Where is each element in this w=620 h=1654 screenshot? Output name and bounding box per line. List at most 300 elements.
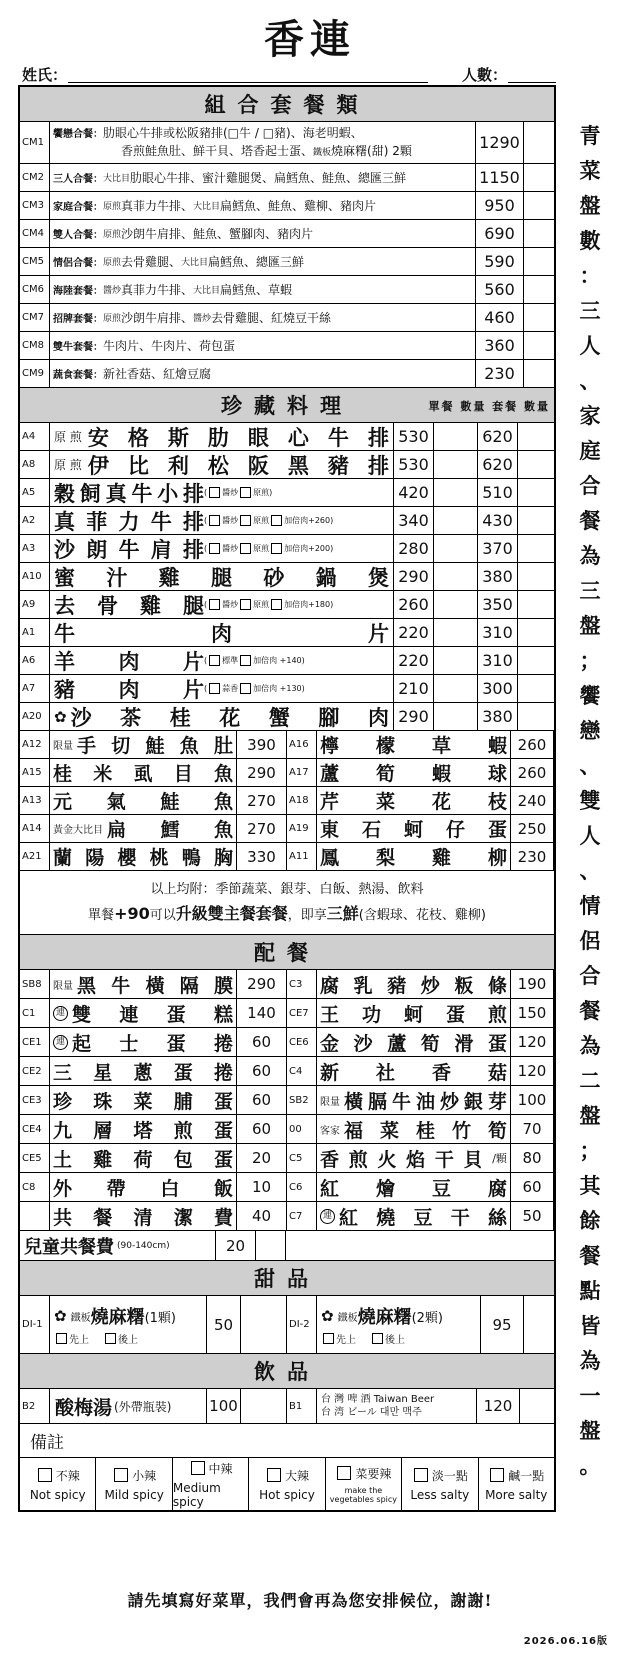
combo-tag: 招牌套餐： <box>53 314 103 325</box>
item-price: 560 <box>476 276 524 303</box>
dish-char: 目 <box>173 763 193 785</box>
dish-char: 蛋 <box>213 1090 233 1113</box>
checkbox[interactable] <box>271 515 282 526</box>
dish-char: 煲 <box>367 564 389 590</box>
set-qty[interactable] <box>518 703 554 730</box>
dish-char: 元 <box>53 791 73 813</box>
dish-title <box>107 815 233 842</box>
option-label: 蒜香 <box>222 684 239 693</box>
set-qty[interactable] <box>518 647 554 674</box>
dish-char: 排 <box>367 452 389 478</box>
quantity-cell[interactable] <box>524 360 554 387</box>
checkbox[interactable] <box>209 683 220 694</box>
dish-char: 腿 <box>210 564 232 590</box>
option-label: 原煎 <box>253 516 270 525</box>
dish-title <box>53 1087 233 1114</box>
set-qty[interactable] <box>518 535 554 562</box>
combo-row <box>20 304 554 332</box>
sides-row <box>20 1173 554 1202</box>
dish-char: 膈 <box>367 1090 387 1113</box>
quantity-cell[interactable] <box>524 304 554 331</box>
option-label: 原煎 <box>253 600 270 609</box>
dish-title <box>71 703 393 730</box>
vertical-char: 、 <box>579 753 601 778</box>
dish-char: 桂 <box>53 763 73 785</box>
dish-name <box>317 1144 511 1172</box>
sides-row <box>20 1115 554 1144</box>
dish-name <box>317 731 511 758</box>
quantity-cell[interactable] <box>524 220 554 247</box>
dish-char: 星 <box>93 1061 113 1084</box>
set-qty[interactable] <box>518 507 554 534</box>
menu-cell <box>20 1057 287 1085</box>
dish-char: 蛋 <box>445 1003 465 1026</box>
item-code: C6 <box>287 1173 317 1201</box>
dish-char: 雞 <box>93 1148 113 1171</box>
dish-char: 豆 <box>431 1177 451 1200</box>
cuisine-pair-list <box>20 731 554 871</box>
cuisine-pair-row <box>20 731 554 759</box>
dish-char: 竹 <box>451 1119 471 1142</box>
set-qty[interactable] <box>518 675 554 702</box>
single-qty[interactable] <box>434 675 478 702</box>
single-price: 210 <box>394 675 434 702</box>
item-code: A12 <box>20 731 50 758</box>
dish-options: ( 醬炒 原煎 ) <box>204 488 273 497</box>
item-code: CM2 <box>20 164 50 191</box>
menu-cell <box>287 731 554 758</box>
beer-qty[interactable] <box>520 1389 554 1423</box>
single-qty[interactable] <box>434 591 478 618</box>
item-code: CM7 <box>20 304 50 331</box>
dish-char: 虱 <box>133 763 153 785</box>
checkbox[interactable] <box>209 543 220 554</box>
item-price: 590 <box>476 248 524 275</box>
item-price: 60 <box>237 1086 287 1114</box>
single-qty[interactable] <box>434 703 478 730</box>
note-three: 三鮮 <box>326 903 359 923</box>
dish-char: 蚵 <box>403 819 423 841</box>
checkbox[interactable] <box>337 1466 351 1480</box>
item-price: 690 <box>476 220 524 247</box>
quantity-cell[interactable] <box>524 164 554 191</box>
checkbox[interactable] <box>271 543 282 554</box>
vertical-char: 家 <box>579 403 601 428</box>
checkbox[interactable] <box>209 655 220 666</box>
dish-char: 眼 <box>247 424 269 450</box>
quantity-cell[interactable] <box>524 332 554 359</box>
vertical-char: 饗 <box>579 683 601 708</box>
quantity-cell[interactable] <box>524 276 554 303</box>
people-label: 人數： <box>462 66 508 84</box>
checkbox[interactable] <box>240 515 251 526</box>
dish-char: 魚 <box>213 819 233 841</box>
menu-cell <box>20 999 287 1027</box>
spice-zh <box>412 1467 468 1484</box>
kids-fee-name <box>20 1231 216 1260</box>
cuisine-row <box>20 591 554 619</box>
combo-small: 鐵板 <box>313 147 332 158</box>
checkbox[interactable] <box>240 655 251 666</box>
dish-name <box>50 970 237 998</box>
dish-char: 桃 <box>149 847 169 869</box>
unit-label: /顆 <box>492 1152 507 1165</box>
item-price: 150 <box>511 999 554 1027</box>
dish-char: 蝦 <box>487 735 507 757</box>
combo-row <box>20 248 554 276</box>
item-price: 260 <box>511 731 554 758</box>
dish-char: 飯 <box>213 1177 233 1200</box>
item-price: 140 <box>237 999 287 1027</box>
drink-qty[interactable] <box>241 1389 287 1423</box>
option-label: 標準 <box>222 656 239 665</box>
item-price: 360 <box>476 332 524 359</box>
spice-options <box>20 1458 554 1510</box>
dish-char: 檸 <box>320 735 340 757</box>
menu-cell <box>287 1202 554 1230</box>
menu-cell <box>287 999 554 1027</box>
checkbox[interactable] <box>191 1461 205 1475</box>
checkbox[interactable] <box>240 599 251 610</box>
quantity-cell[interactable] <box>524 1296 554 1353</box>
spice-option[interactable] <box>249 1458 325 1510</box>
checkbox[interactable] <box>240 487 251 498</box>
item-code: CE6 <box>287 1028 317 1056</box>
dish-char: 蛋 <box>213 1148 233 1171</box>
name-field[interactable] <box>68 82 428 83</box>
dish-name <box>317 815 511 842</box>
item-code: CM3 <box>20 192 50 219</box>
dish-title <box>320 971 507 998</box>
set-qty[interactable] <box>518 619 554 646</box>
combo-tag: 三人合餐： <box>53 174 103 185</box>
dish-options: ( 醬炒 原煎 加倍肉+200 ) <box>204 544 334 553</box>
checkbox[interactable] <box>414 1468 428 1482</box>
dish-char: 油 <box>415 1090 435 1113</box>
single-price: 290 <box>394 563 434 590</box>
dish-title <box>88 451 393 478</box>
checkbox[interactable] <box>38 1468 52 1482</box>
dish-char: 雞 <box>158 564 180 590</box>
item-code: A3 <box>20 535 50 562</box>
dish-title <box>54 591 204 618</box>
dessert-line-2 <box>54 1331 138 1346</box>
dish-prefix <box>320 1093 344 1108</box>
drink-name-cell <box>50 1389 207 1423</box>
item-price: 240 <box>511 787 554 814</box>
kids-fee-row <box>20 1231 554 1261</box>
dish-char: 鴨 <box>181 847 201 869</box>
note-single: 單餐 <box>88 907 115 923</box>
item-code <box>20 1202 50 1230</box>
set-price: 380 <box>478 563 518 590</box>
quantity-cell[interactable] <box>524 122 554 163</box>
checkbox[interactable] <box>240 543 251 554</box>
name-label: 姓氏： <box>22 66 68 84</box>
dish-prefix <box>53 1035 72 1050</box>
dish-char: 士 <box>119 1032 139 1055</box>
item-price: 290 <box>237 759 287 786</box>
spice-zh-label: 小辣 <box>132 1468 157 1483</box>
single-qty[interactable] <box>434 507 478 534</box>
spice-zh <box>189 1460 233 1477</box>
combo-tag: 情侶合餐： <box>53 258 103 269</box>
quantity-cell[interactable] <box>241 1296 287 1353</box>
dish-char: 花 <box>219 704 241 730</box>
combo-name <box>50 332 476 359</box>
checkbox[interactable] <box>114 1468 128 1482</box>
dish-char: 腐 <box>487 1177 507 1200</box>
drinks-row <box>20 1389 554 1424</box>
dish-char: 蘆 <box>387 1032 407 1055</box>
vertical-char: 戀 <box>579 718 601 743</box>
set-qty[interactable] <box>518 563 554 590</box>
item-code: A1 <box>20 619 50 646</box>
dish-char: 煎 <box>173 1119 193 1142</box>
vertical-char: 庭 <box>579 438 601 463</box>
item-code: A14 <box>20 815 50 842</box>
item-code: DI-2 <box>287 1296 317 1353</box>
spice-option[interactable] <box>173 1458 249 1510</box>
dish-name <box>50 619 394 646</box>
dish-name <box>50 999 237 1027</box>
cuisine-pair-row <box>20 759 554 787</box>
combo-name <box>50 360 476 387</box>
dessert-line-2 <box>321 1331 405 1346</box>
dish-char: 橫 <box>145 974 165 997</box>
single-qty[interactable] <box>434 619 478 646</box>
sides-row <box>20 1086 554 1115</box>
combo-text: 扁鱈魚、草蝦 <box>220 283 293 297</box>
option-label: 醬炒 <box>222 600 239 609</box>
dish-char: 豬 <box>387 974 407 997</box>
dish-title <box>72 1029 233 1056</box>
menu-cell <box>20 970 287 998</box>
menu-cell <box>20 843 287 870</box>
beer-name-line-2: 台 湾 ビール 대만 맥주 <box>321 1407 422 1418</box>
cuisine-row <box>20 535 554 563</box>
item-price: 1150 <box>476 164 524 191</box>
item-code: A5 <box>20 479 50 506</box>
menu-cell <box>20 1173 287 1201</box>
item-price: 70 <box>511 1115 554 1143</box>
dish-title <box>54 535 204 562</box>
checkbox[interactable] <box>490 1468 504 1482</box>
combo-row <box>20 220 554 248</box>
dish-name <box>50 815 237 842</box>
vertical-char: ； <box>579 648 601 673</box>
dish-char: 芹 <box>320 791 340 813</box>
item-code: A13 <box>20 787 50 814</box>
item-code: CE4 <box>20 1115 50 1143</box>
menu-cell <box>287 843 554 870</box>
checkbox[interactable] <box>372 1333 383 1344</box>
checkbox[interactable] <box>323 1333 334 1344</box>
dish-name <box>50 1202 237 1230</box>
quantity-cell[interactable] <box>524 192 554 219</box>
single-qty[interactable] <box>434 563 478 590</box>
dish-name <box>50 1173 237 1201</box>
item-code: CE1 <box>20 1028 50 1056</box>
spice-option[interactable] <box>96 1458 172 1510</box>
dish-char: 東 <box>320 819 340 841</box>
dish-char: 牛 <box>111 974 131 997</box>
combo-small: 大比目 <box>181 258 209 268</box>
dish-char: 排 <box>183 508 204 534</box>
dish-char: 氣 <box>106 791 126 813</box>
spice-option[interactable] <box>402 1458 478 1510</box>
spice-en-label: More salty <box>485 1487 548 1502</box>
dish-char: 魚 <box>179 735 199 757</box>
dish-char: 王 <box>320 1003 340 1026</box>
single-qty[interactable] <box>434 423 478 450</box>
item-code: A9 <box>20 591 50 618</box>
dessert-qty: (1顆) <box>144 1310 176 1326</box>
vertical-char: 。 <box>579 1453 601 1478</box>
item-price: 80 <box>511 1144 554 1172</box>
spice-zh <box>488 1467 544 1484</box>
dish-char: 條 <box>487 974 507 997</box>
dish-char: 蔥 <box>133 1061 153 1084</box>
dish-name <box>50 647 394 674</box>
people-field[interactable] <box>508 82 556 83</box>
combo-text: 扁鱈魚、鮭魚、總匯三鮮 <box>274 171 407 185</box>
combo-name <box>50 304 476 331</box>
dish-char: 火 <box>377 1148 397 1171</box>
dish-char: 筍 <box>487 1119 507 1142</box>
lotus-icon: 連 <box>53 1006 68 1021</box>
item-price: 20 <box>237 1144 287 1172</box>
vegetable-note <box>568 118 612 1483</box>
dish-char: 排 <box>182 480 204 506</box>
single-price: 220 <box>394 647 434 674</box>
set-qty[interactable] <box>518 479 554 506</box>
checkbox[interactable] <box>271 599 282 610</box>
spice-zh <box>335 1465 391 1482</box>
dish-char: 牛 <box>327 424 349 450</box>
dish-name <box>317 787 511 814</box>
dish-title <box>344 1116 507 1143</box>
single-qty[interactable] <box>434 451 478 478</box>
dish-char: 黑 <box>287 452 309 478</box>
dish-char: 鮭 <box>145 735 165 757</box>
single-qty[interactable] <box>434 535 478 562</box>
set-price: 620 <box>478 451 518 478</box>
kids-fee-qty[interactable] <box>256 1231 286 1260</box>
cuisine-row <box>20 619 554 647</box>
combo-text: 新社香菇、紅燴豆腐 <box>103 367 212 381</box>
dish-name <box>317 1173 511 1201</box>
dish-char: 松 <box>207 452 229 478</box>
dish-char: 九 <box>53 1119 73 1142</box>
item-code: A2 <box>20 507 50 534</box>
dish-char: 腿 <box>183 592 204 618</box>
checkbox[interactable] <box>56 1333 67 1344</box>
vertical-char: ； <box>579 1138 601 1163</box>
spice-option[interactable] <box>479 1458 554 1510</box>
option-label: 加倍肉+180 <box>284 600 331 609</box>
combo-small: 原煎 <box>103 202 122 212</box>
dish-char: 汁 <box>106 564 128 590</box>
set-qty[interactable] <box>518 423 554 450</box>
menu-cell <box>287 787 554 814</box>
spice-option[interactable] <box>20 1458 96 1510</box>
single-qty[interactable] <box>434 479 478 506</box>
spice-option[interactable] <box>326 1458 402 1510</box>
vertical-char: 合 <box>579 473 601 498</box>
dish-name <box>50 563 394 590</box>
set-qty[interactable] <box>518 451 554 478</box>
checkbox[interactable] <box>105 1333 116 1344</box>
dish-name <box>50 591 394 618</box>
item-price: 460 <box>476 304 524 331</box>
menu-cell <box>287 1057 554 1085</box>
dish-char: 石 <box>361 819 381 841</box>
item-code: CM9 <box>20 360 50 387</box>
checkbox[interactable] <box>209 487 220 498</box>
dish-char: 豆 <box>413 1206 433 1229</box>
menu-cell <box>287 970 554 998</box>
checkbox[interactable] <box>267 1468 281 1482</box>
cuisine-list <box>20 423 554 731</box>
item-price: 60 <box>237 1115 287 1143</box>
dish-char: 魚 <box>213 763 233 785</box>
footer-message: 請先填寫好菜單，我們會再為您安排候位，謝謝! <box>127 1591 493 1610</box>
dish-char: 菜 <box>375 791 395 813</box>
dish-char: 紅 <box>320 1177 340 1200</box>
dish-char: 社 <box>375 1061 395 1084</box>
kids-fee-label: 兒童共餐費 <box>24 1236 114 1258</box>
set-qty[interactable] <box>518 591 554 618</box>
dish-name <box>50 1057 237 1085</box>
beer-price: 120 <box>477 1389 520 1423</box>
dish-title <box>320 759 507 786</box>
menu-cell <box>20 1086 287 1114</box>
dish-char: 排 <box>367 424 389 450</box>
dish-char: 珍 <box>53 1090 73 1113</box>
dish-char: 費 <box>213 1206 233 1229</box>
option-label: 先上 <box>69 1335 89 1346</box>
combo-text: 肋眼心牛排、蜜汁雞腿煲、 <box>130 171 275 185</box>
limited-tag: 客家 <box>320 1125 340 1137</box>
dish-char: 手 <box>77 735 97 757</box>
dish-char: 伊 <box>87 452 109 478</box>
note-line-2 <box>88 902 486 928</box>
set-price: 350 <box>478 591 518 618</box>
beer-name-line-1: 台 灣 啤 酒 Taiwan Beer <box>321 1394 435 1405</box>
drink-code: B2 <box>20 1389 50 1423</box>
item-code: C4 <box>287 1057 317 1085</box>
quantity-cell[interactable] <box>524 248 554 275</box>
dish-name <box>50 787 237 814</box>
item-code: A18 <box>287 787 317 814</box>
dish-char: 仔 <box>445 819 465 841</box>
dish-char: 芽 <box>487 1090 507 1113</box>
item-code: SB8 <box>20 970 50 998</box>
remarks-row[interactable] <box>20 1424 554 1458</box>
set-price: 430 <box>478 507 518 534</box>
single-price: 530 <box>394 423 434 450</box>
dish-char: 肉 <box>367 704 389 730</box>
checkbox[interactable] <box>209 599 220 610</box>
checkbox[interactable] <box>209 515 220 526</box>
dish-char: 格 <box>127 424 149 450</box>
single-qty[interactable] <box>434 647 478 674</box>
checkbox[interactable] <box>240 683 251 694</box>
dish-char: 豬 <box>54 676 75 702</box>
menu-cell <box>20 815 287 842</box>
dish-char: 檬 <box>375 735 395 757</box>
